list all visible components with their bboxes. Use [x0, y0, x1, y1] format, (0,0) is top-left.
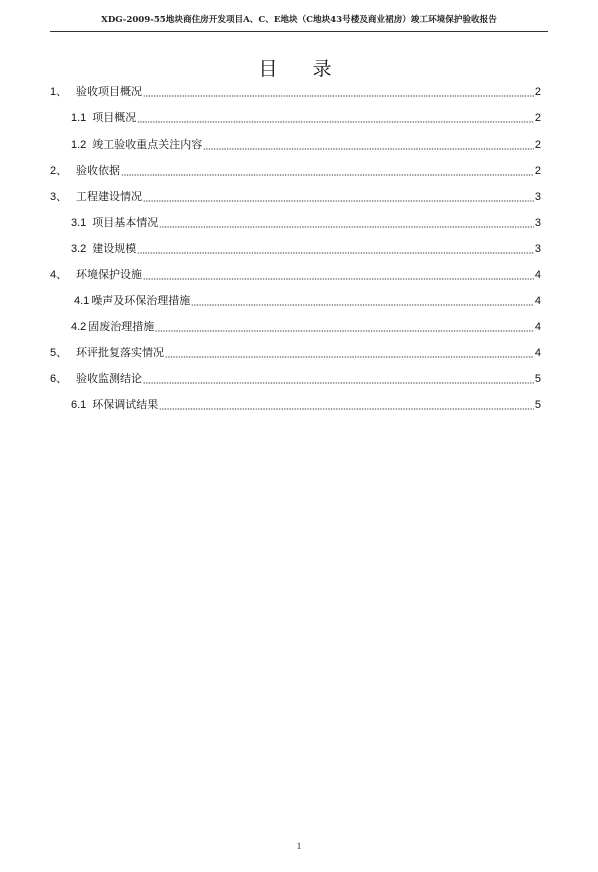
toc-entry-number: 5、 [50, 347, 68, 359]
toc-entry-text: 固废治理措施 [88, 320, 155, 333]
toc-entry-page: 4 [534, 347, 541, 359]
toc-entry-number: 6.1 [71, 399, 87, 411]
toc-entry-number: 1.2 [71, 139, 87, 151]
toc-entry-number: 4、 [50, 269, 68, 281]
toc-entry-text: 项目概况 [92, 111, 137, 124]
toc-entry-1[interactable] [50, 81, 541, 99]
toc-entry-2[interactable] [50, 160, 541, 178]
toc-entry-6[interactable] [50, 368, 541, 386]
toc-entry-page: 4 [534, 321, 541, 333]
toc-entry-text: 建设规模 [92, 242, 137, 255]
toc-entry-page: 3 [534, 191, 541, 203]
toc-dot-leader [203, 138, 534, 152]
toc-entry-page: 4 [534, 269, 541, 281]
toc-entry-3-1[interactable] [71, 212, 541, 230]
toc-entry-page: 3 [534, 243, 541, 255]
toc-dot-leader [143, 190, 534, 204]
toc-entry-number: 6、 [50, 373, 68, 385]
toc-dot-leader [121, 164, 534, 178]
toc-entry-page: 2 [534, 165, 541, 177]
toc-entry-6-1[interactable] [71, 394, 541, 412]
toc-entry-number: 4.2 [71, 321, 87, 333]
toc-dot-leader [137, 242, 534, 256]
toc-entry-text: 验收项目概况 [76, 85, 142, 98]
toc-entry-page: 3 [534, 217, 541, 229]
toc-entry-4[interactable] [50, 264, 541, 282]
toc-dot-leader [143, 372, 534, 386]
toc-entry-number: 4.1 [74, 295, 90, 307]
toc-entry-page: 2 [534, 139, 541, 151]
toc-dot-leader [143, 85, 534, 99]
page-number: 1 [296, 841, 302, 851]
toc-dot-leader [159, 216, 534, 230]
header-text: XDG-2009-55地块商住房开发项目A、C、E地块（C地块43号楼及商业裙房）竣工环境保护验收报告 [101, 15, 497, 25]
toc-dot-leader [165, 346, 534, 360]
toc-entry-number: 3.2 [71, 243, 87, 255]
toc-dot-leader [159, 398, 534, 412]
toc-entry-number: 1、 [50, 86, 68, 98]
toc-entry-text: 环保调试结果 [92, 398, 159, 411]
toc-entry-4-2[interactable] [71, 316, 541, 334]
toc-entry-page: 2 [534, 86, 541, 98]
toc-entry-1-1[interactable] [71, 107, 541, 125]
toc-title: 目 录 [258, 58, 340, 80]
toc-entry-3-2[interactable] [71, 238, 541, 256]
toc-entry-page: 2 [534, 112, 541, 124]
toc-dot-leader [155, 320, 534, 334]
toc-dot-leader [191, 294, 534, 308]
toc-entry-text: 工程建设情况 [76, 190, 142, 203]
toc-entry-text: 竣工验收重点关注内容 [92, 138, 203, 151]
toc-dot-leader [137, 111, 534, 125]
toc-entry-number: 3、 [50, 191, 68, 203]
toc-entry-text: 项目基本情况 [92, 216, 159, 229]
toc-dot-leader [143, 268, 534, 282]
toc-entry-page: 5 [534, 373, 541, 385]
toc-entry-5[interactable] [50, 342, 541, 360]
toc-entry-page: 4 [534, 295, 541, 307]
toc-entry-number: 1.1 [71, 112, 87, 124]
toc-entry-text: 验收依据 [76, 164, 120, 177]
toc-entry-page: 5 [534, 399, 541, 411]
toc-entry-text: 环境保护设施 [76, 268, 142, 281]
toc-entry-number: 2、 [50, 165, 68, 177]
toc-entry-text: 环评批复落实情况 [76, 346, 164, 359]
toc-entry-4-1[interactable] [74, 290, 541, 308]
toc-entry-text: 验收监测结论 [76, 372, 142, 385]
toc-entry-3[interactable] [50, 186, 541, 204]
toc-entry-number: 3.1 [71, 217, 87, 229]
toc-entry-text: 噪声及环保治理措施 [91, 294, 191, 307]
toc-entry-1-2[interactable] [71, 134, 541, 152]
